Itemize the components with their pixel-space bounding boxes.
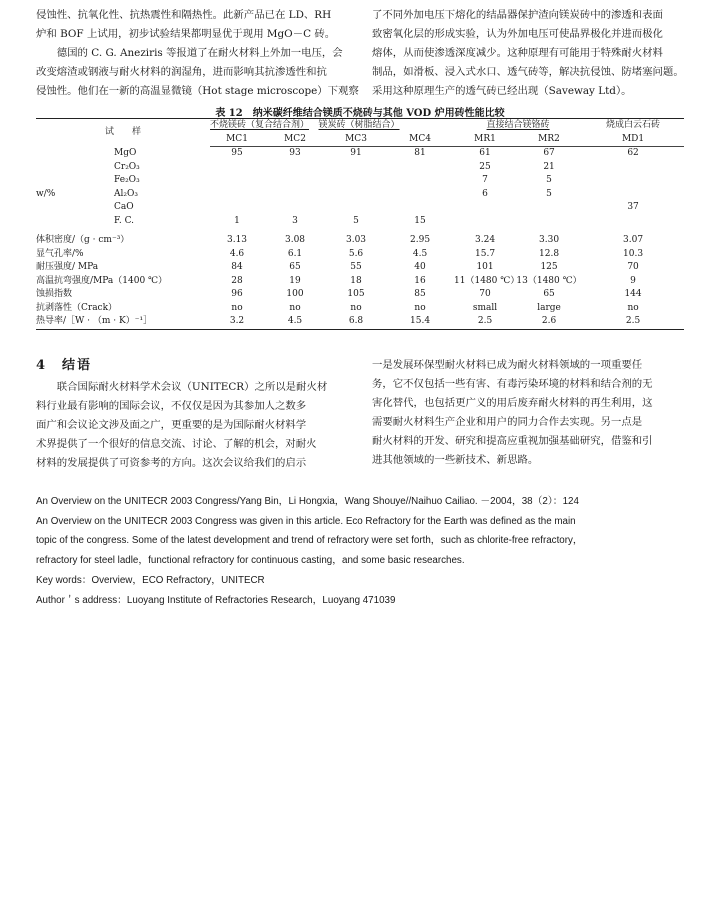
table-row bbox=[36, 261, 684, 275]
value-cell bbox=[264, 188, 326, 202]
value-cell bbox=[582, 215, 684, 229]
value-cell: small bbox=[472, 302, 498, 313]
text-line: 侵蚀性、抗氧化性、抗热震性和隔热性。此新产品已在 LD、RH bbox=[36, 9, 332, 21]
value-cell: 40 bbox=[414, 262, 426, 272]
value-cell: 95 bbox=[231, 148, 243, 158]
row-label: 热导率/［W · （m · K）⁻¹］ bbox=[36, 315, 210, 329]
row-label: 体积密度/（g · cm⁻³） bbox=[36, 235, 130, 245]
text-line: 侵蚀性。他们在一新的高温显微镜（Hot stage microscope）下观察 bbox=[36, 85, 359, 97]
code-header: MC4 bbox=[386, 133, 454, 147]
code-header: MC2 bbox=[264, 133, 326, 147]
group-header: 直接结合镁铬砖 bbox=[454, 119, 582, 133]
value-cell bbox=[326, 201, 386, 215]
value-cell: 100 bbox=[286, 289, 304, 299]
value-cell: 4.5 bbox=[264, 315, 326, 329]
value-cell: 70 bbox=[627, 262, 639, 272]
group-header: 镁炭砖（树脂结合） bbox=[264, 119, 454, 133]
value-cell: 3.24 bbox=[475, 235, 496, 245]
value-cell: 3.07 bbox=[623, 235, 644, 245]
paragraph-col2 bbox=[372, 6, 684, 101]
value-cell bbox=[454, 201, 516, 215]
section-heading: 4 结语 bbox=[36, 358, 93, 373]
value-cell: 25 bbox=[479, 161, 491, 172]
text-line: 进其他领域的一些新技术、新思路。 bbox=[372, 454, 539, 466]
paragraph-col1 bbox=[36, 6, 359, 101]
value-cell: 93 bbox=[289, 148, 301, 158]
group-header: 不烧镁砖（复合结合剂） bbox=[210, 119, 264, 133]
text-line: 联合国际耐火材料学术会议（UNITECR）之所以是耐火材 bbox=[36, 381, 328, 393]
text-line: 害化替代，也包括更广义的用后废弃耐火材料的再生利用，这 bbox=[372, 397, 653, 409]
value-cell: 13（1480 ℃） bbox=[516, 275, 582, 286]
property-rows bbox=[36, 234, 684, 329]
text-line: 炉和 BOF 上试用，初步试验结果都明显优于现用 MgO－C 砖。 bbox=[36, 28, 336, 40]
group-header: 烧成白云石砖 bbox=[582, 119, 684, 133]
table-row bbox=[36, 215, 684, 229]
table-row bbox=[36, 201, 684, 215]
table-row bbox=[36, 275, 684, 289]
code-header: MR1 bbox=[454, 133, 516, 147]
row-label: 蚀损指数 bbox=[36, 289, 73, 299]
value-cell bbox=[516, 215, 582, 229]
text-line: 一是发展环保型耐火材料已成为耐火材料领域的一项重要任 bbox=[372, 359, 643, 371]
value-cell: 15.4 bbox=[386, 315, 454, 329]
value-cell bbox=[326, 188, 386, 202]
row-label: Fe₂O₃ bbox=[114, 175, 140, 185]
value-cell: 4.5 bbox=[412, 248, 428, 259]
row-label: 耐压强度/ MPa bbox=[36, 262, 99, 272]
row-label: F. C. bbox=[114, 215, 134, 226]
row-unit-cell bbox=[36, 161, 114, 175]
value-cell bbox=[386, 201, 454, 215]
value-cell: 2.95 bbox=[410, 235, 431, 245]
value-cell: 37 bbox=[627, 202, 639, 212]
value-cell: large bbox=[537, 302, 561, 313]
value-cell: no bbox=[289, 302, 301, 313]
value-cell: 3.30 bbox=[539, 235, 560, 245]
property-table bbox=[36, 118, 684, 330]
value-cell bbox=[264, 201, 326, 215]
value-cell bbox=[386, 188, 454, 202]
abstract-line: topic of the congress. Some of the latest development and trend of refractory were set forth，such as chlorite-free refractory， bbox=[36, 535, 583, 547]
value-cell bbox=[264, 161, 326, 175]
value-cell: 3.08 bbox=[284, 235, 306, 245]
row-label: CaO bbox=[114, 202, 134, 212]
value-cell: 67 bbox=[543, 148, 555, 158]
value-cell: 4.6 bbox=[229, 248, 245, 259]
value-cell bbox=[326, 161, 386, 175]
value-cell: 6.1 bbox=[287, 248, 303, 259]
value-cell bbox=[582, 174, 684, 188]
value-cell: 3.13 bbox=[226, 235, 248, 245]
table-row bbox=[36, 248, 684, 262]
value-cell: 2.5 bbox=[454, 315, 516, 329]
value-cell: 3 bbox=[292, 215, 298, 226]
value-cell: 15.7 bbox=[475, 248, 496, 259]
text-line: 材料的发展提供了可资参考的方向。这次会议给我们的启示 bbox=[36, 457, 307, 469]
text-line: 术界提供了一个很好的信息交流、讨论、了解的机会，对耐火 bbox=[36, 438, 317, 450]
value-cell: 7 bbox=[482, 175, 488, 185]
value-cell: 85 bbox=[414, 289, 426, 299]
row-unit-cell: w/% bbox=[36, 188, 56, 199]
table-row bbox=[36, 174, 684, 188]
value-cell: 91 bbox=[350, 148, 362, 158]
value-cell: 1 bbox=[234, 215, 240, 226]
code-header: MD1 bbox=[582, 133, 684, 147]
value-cell: 61 bbox=[479, 148, 491, 158]
value-cell bbox=[210, 188, 264, 202]
english-abstract bbox=[36, 492, 696, 610]
code-header: MR2 bbox=[516, 133, 582, 147]
value-cell: 15 bbox=[414, 215, 426, 226]
value-cell bbox=[454, 215, 516, 229]
value-cell bbox=[264, 174, 326, 188]
value-cell bbox=[326, 174, 386, 188]
abstract-address: Author＇s address：Luoyang Institute of Refractories Research，Luoyang 471039 bbox=[36, 594, 396, 606]
value-cell: 84 bbox=[231, 262, 243, 272]
value-cell: no bbox=[231, 302, 243, 313]
value-cell: 65 bbox=[543, 289, 555, 299]
table-caption: 表 12 纳米碳纤维结合镁质不烧砖与其他 VOD 炉用砖性能比较 bbox=[215, 108, 505, 119]
value-cell: 6.8 bbox=[326, 315, 386, 329]
table-row bbox=[36, 188, 684, 202]
value-cell: 55 bbox=[350, 262, 362, 272]
table-row bbox=[36, 315, 684, 329]
table-row bbox=[36, 147, 684, 161]
value-cell: no bbox=[350, 302, 362, 313]
value-cell: 11（1480 ℃） bbox=[454, 275, 520, 286]
value-cell bbox=[210, 174, 264, 188]
value-cell: 21 bbox=[543, 161, 555, 172]
value-cell: 5 bbox=[353, 215, 359, 226]
row-unit-cell bbox=[36, 174, 114, 188]
text-line: 改变熔渣或钢液与耐火材料的润湿角，进而影响其抗渗透性和抗 bbox=[36, 66, 327, 78]
row-label: Al₂O₃ bbox=[114, 188, 138, 199]
table-row bbox=[36, 288, 684, 302]
value-cell: 5 bbox=[546, 175, 552, 185]
text-line: 面广和会议论文涉及面之广，更重要的是为国际耐火材料学 bbox=[36, 419, 307, 431]
sample-header: 试 样 bbox=[36, 119, 210, 147]
text-line: 务，它不仅包括一些有害、有毒污染环境的材料和结合剂的无 bbox=[372, 378, 653, 390]
value-cell: 2.5 bbox=[582, 315, 684, 329]
text-line: 制品，如滑板、浸入式水口、透气砖等，解决抗侵蚀、防堵塞问题。 bbox=[372, 66, 684, 78]
row-unit-cell bbox=[36, 201, 114, 215]
table-row bbox=[36, 234, 684, 248]
value-cell: no bbox=[414, 302, 426, 313]
row-label: 显气孔率/% bbox=[36, 248, 84, 259]
value-cell bbox=[386, 161, 454, 175]
value-cell: 101 bbox=[476, 262, 494, 272]
text-line: 熔体，从而使渗透深度减少。这种原理有可能用于特殊耐火材料 bbox=[372, 47, 663, 59]
text-line: 致密氧化层的形成实验，认为外加电压可使晶界极化并进而极化 bbox=[372, 28, 663, 40]
paragraph-conclusion-left bbox=[36, 378, 356, 473]
value-cell: 3.2 bbox=[210, 315, 264, 329]
value-cell: 19 bbox=[289, 275, 301, 286]
value-cell: 105 bbox=[347, 289, 365, 299]
value-cell: 28 bbox=[231, 275, 243, 286]
value-cell: 9 bbox=[630, 275, 636, 286]
text-line: 德国的 C. G. Aneziris 等报道了在耐火材料上外加一电压，会 bbox=[36, 47, 343, 59]
value-cell: 70 bbox=[479, 289, 491, 299]
abstract-citation: An Overview on the UNITECR 2003 Congress/Yang Bin，Li Hongxia，Wang Shouye//Naihuo Cailiao. －2004，38（2）：124 bbox=[36, 496, 579, 507]
value-cell: 12.8 bbox=[539, 248, 560, 259]
value-cell: 96 bbox=[231, 289, 243, 299]
value-cell: 125 bbox=[540, 262, 558, 272]
value-cell: 2.6 bbox=[516, 315, 582, 329]
text-line: 料行业最有影响的国际会议，不仅仅是因为其参加人之数多 bbox=[36, 400, 307, 412]
value-cell bbox=[582, 188, 684, 202]
value-cell bbox=[386, 174, 454, 188]
abstract-line: refractory for steel ladle，functional refractory for continuous casting，and some basic researches. bbox=[36, 555, 465, 567]
abstract-line: An Overview on the UNITECR 2003 Congress was given in this article. Eco Refractory for the Earth was defined as the main bbox=[36, 515, 576, 527]
row-label: MgO bbox=[114, 147, 137, 158]
value-cell: 6 bbox=[482, 188, 488, 199]
row-label: Cr₂O₃ bbox=[114, 161, 140, 172]
value-cell: 16 bbox=[414, 275, 426, 286]
code-header: MC1 bbox=[210, 133, 264, 147]
value-cell: 62 bbox=[627, 148, 639, 158]
text-line: 了不同外加电压下熔化的结晶器保护渣向镁炭砖中的渗透和表面 bbox=[372, 9, 663, 21]
value-cell bbox=[210, 161, 264, 175]
abstract-keywords: Key words：Overview，ECO Refractory，UNITECR bbox=[36, 574, 265, 586]
value-cell: 5 bbox=[546, 188, 552, 199]
text-line: 需要耐火材料生产企业和用户的同力合作去实现。另一点是 bbox=[372, 416, 643, 428]
table-row bbox=[36, 161, 684, 175]
text-line: 采用这种原理生产的透气砖已经出现（Saveway Ltd）。 bbox=[372, 85, 632, 97]
paragraph-conclusion-right bbox=[372, 356, 684, 470]
code-header: MC3 bbox=[326, 133, 386, 147]
value-cell bbox=[582, 161, 684, 175]
row-label: 高温抗弯强度/MPa（1400 ℃） bbox=[36, 275, 168, 286]
value-cell: 3.03 bbox=[345, 235, 367, 245]
table-header-groups bbox=[36, 119, 684, 133]
composition-rows bbox=[36, 147, 684, 229]
value-cell: 18 bbox=[350, 275, 362, 286]
value-cell: 81 bbox=[414, 148, 426, 158]
value-cell: 65 bbox=[289, 262, 301, 272]
value-cell: 10.3 bbox=[623, 248, 644, 259]
table-row bbox=[36, 302, 684, 316]
value-cell: 144 bbox=[624, 289, 642, 299]
value-cell bbox=[210, 201, 264, 215]
value-cell bbox=[516, 201, 582, 215]
text-line: 耐火材料的开发、研究和提高应重视加强基础研究，借鉴和引 bbox=[372, 435, 653, 447]
row-unit-cell bbox=[36, 147, 114, 161]
row-label: 抗剥落性（Crack） bbox=[36, 302, 118, 313]
row-unit-cell bbox=[36, 215, 114, 229]
value-cell: no bbox=[627, 302, 639, 313]
value-cell: 5.6 bbox=[348, 248, 364, 259]
